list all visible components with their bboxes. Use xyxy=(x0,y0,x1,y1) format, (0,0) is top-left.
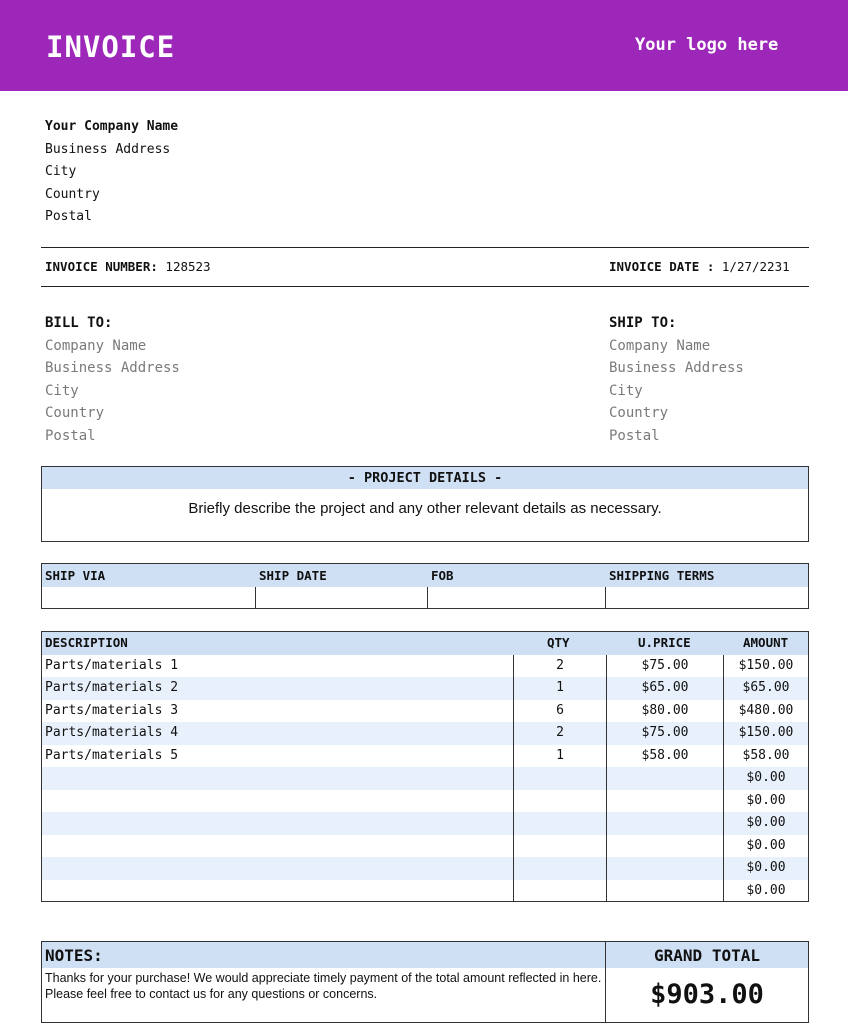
company-address: Business Address xyxy=(45,141,171,157)
item-qty[interactable]: 1 xyxy=(556,747,564,763)
item-amount[interactable]: $0.00 xyxy=(746,860,786,875)
description-header: DESCRIPTION xyxy=(45,635,128,650)
company-info xyxy=(45,116,178,229)
notes-heading: NOTES: xyxy=(42,942,606,968)
ship-to-block xyxy=(609,312,744,447)
shipping-table xyxy=(41,563,809,609)
bill-to-city: City xyxy=(45,382,79,399)
ship-to-label: SHIP TO: xyxy=(609,315,677,331)
ship-column-divider xyxy=(255,587,256,608)
item-qty[interactable]: 6 xyxy=(556,702,564,718)
qty-header: QTY xyxy=(547,635,570,650)
shipping-terms-header: SHIPPING TERMS xyxy=(609,568,715,583)
grand-total-label: GRAND TOTAL xyxy=(606,942,808,968)
item-unit-price[interactable]: $75.00 xyxy=(641,725,689,740)
divider-bottom xyxy=(41,286,809,287)
bill-to-label: BILL TO: xyxy=(45,315,113,331)
invoice-number xyxy=(45,259,211,274)
invoice-title: INVOICE xyxy=(46,30,176,64)
item-qty[interactable]: 2 xyxy=(556,725,564,740)
item-description[interactable]: Parts/materials 5 xyxy=(45,747,179,763)
bill-to-company: Company Name xyxy=(45,337,147,354)
invoice-date xyxy=(609,259,790,274)
bill-to-country: Country xyxy=(45,405,105,421)
table-row-stripe xyxy=(42,812,808,835)
item-description[interactable]: Parts/materials 3 xyxy=(45,702,179,718)
company-city: City xyxy=(45,164,77,179)
item-amount[interactable]: $0.00 xyxy=(746,882,786,898)
item-unit-price[interactable]: $75.00 xyxy=(641,657,689,673)
item-description[interactable]: Parts/materials 2 xyxy=(45,680,179,695)
ship-column-divider xyxy=(605,587,606,608)
items-header-band xyxy=(42,632,808,655)
grand-total-box xyxy=(605,941,809,1023)
logo-placeholder[interactable]: Your logo here xyxy=(635,35,779,55)
notes-box xyxy=(41,941,606,1023)
grand-total-value: $903.00 xyxy=(650,979,764,1010)
bill-to-address: Business Address xyxy=(45,360,180,376)
company-postal: Postal xyxy=(45,209,92,224)
item-qty[interactable]: 1 xyxy=(556,680,564,695)
item-amount[interactable]: $480.00 xyxy=(738,702,794,718)
ship-to-city: City xyxy=(609,382,643,399)
ship-to-company: Company Name xyxy=(609,337,711,354)
bill-to-postal: Postal xyxy=(45,427,96,444)
notes-text[interactable]: Thanks for your purchase! We would appreciate timely payment of the total amount reflected in here. Please feel free to contact us for any questions or concerns. xyxy=(45,971,602,1001)
invoice-date-value: 1/27/2231 xyxy=(721,259,790,274)
bill-to-block xyxy=(45,312,180,447)
invoice-number-value: 128523 xyxy=(165,259,211,274)
line-items-table xyxy=(41,631,809,902)
table-row-stripe xyxy=(42,767,808,790)
project-details-heading: - PROJECT DETAILS - xyxy=(42,467,808,489)
invoice-date-label: INVOICE DATE : xyxy=(609,259,715,274)
ship-via-header: SHIP VIA xyxy=(45,568,106,583)
item-amount[interactable]: $65.00 xyxy=(742,680,790,695)
item-amount[interactable]: $0.00 xyxy=(746,837,786,853)
item-description[interactable]: Parts/materials 4 xyxy=(45,725,179,740)
ship-date-header: SHIP DATE xyxy=(259,568,327,583)
unit-price-header: U.PRICE xyxy=(638,635,691,650)
project-description[interactable]: Briefly describe the project and any other relevant details as necessary. xyxy=(188,500,662,517)
item-amount[interactable]: $0.00 xyxy=(746,770,786,785)
item-description[interactable]: Parts/materials 1 xyxy=(45,657,179,673)
item-qty[interactable]: 2 xyxy=(556,657,564,673)
item-unit-price[interactable]: $80.00 xyxy=(641,702,689,718)
divider-top xyxy=(41,247,809,248)
item-amount[interactable]: $150.00 xyxy=(738,657,794,673)
company-country: Country xyxy=(45,186,100,202)
item-amount[interactable]: $150.00 xyxy=(738,725,794,740)
amount-header: AMOUNT xyxy=(743,635,789,650)
ship-column-divider xyxy=(427,587,428,608)
ship-to-postal: Postal xyxy=(609,427,660,444)
item-unit-price[interactable]: $58.00 xyxy=(641,747,689,763)
item-amount[interactable]: $0.00 xyxy=(746,815,786,830)
invoice-header-banner xyxy=(0,0,848,91)
invoice-number-label: INVOICE NUMBER: xyxy=(45,259,158,274)
company-name: Your Company Name xyxy=(45,119,179,134)
fob-header: FOB xyxy=(431,568,454,583)
ship-to-address: Business Address xyxy=(609,360,744,376)
item-amount[interactable]: $58.00 xyxy=(742,747,790,763)
project-details-box xyxy=(41,466,809,542)
table-row-stripe xyxy=(42,857,808,880)
ship-to-country: Country xyxy=(609,405,669,421)
item-amount[interactable]: $0.00 xyxy=(746,792,786,808)
item-unit-price[interactable]: $65.00 xyxy=(641,680,689,695)
